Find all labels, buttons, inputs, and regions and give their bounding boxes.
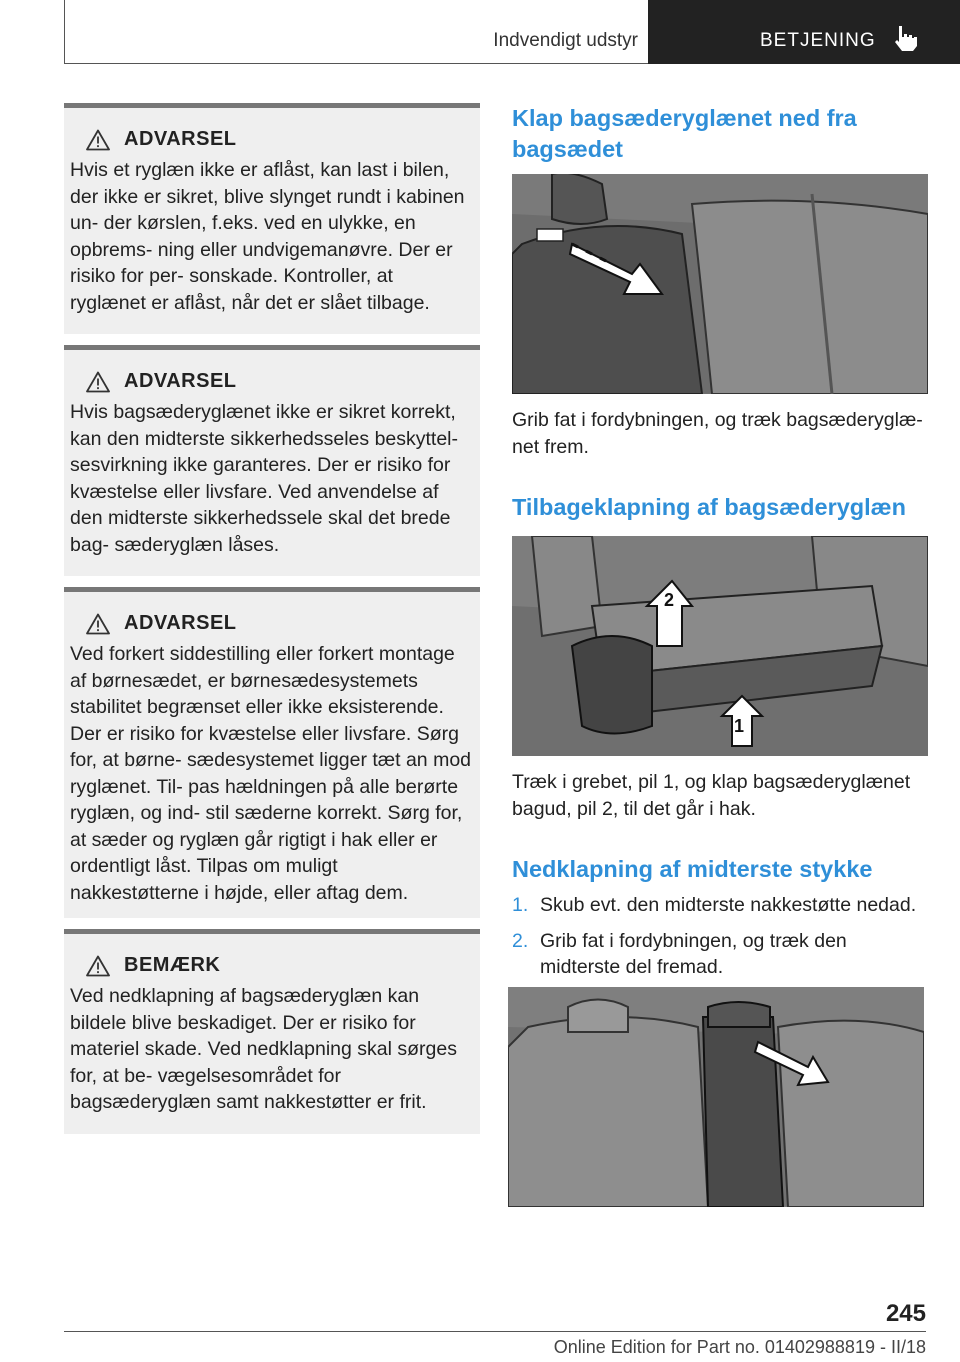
- warning-title: ADVARSEL: [124, 612, 237, 634]
- page-number: 245: [885, 1300, 926, 1327]
- arrow-1-label: 1: [734, 716, 745, 736]
- hand-pointer-icon: [893, 24, 919, 52]
- step-list: [512, 892, 932, 990]
- section-title: Indvendigt udstyr: [493, 30, 638, 51]
- warning-title: ADVARSEL: [124, 128, 237, 150]
- section-heading: Tilbageklapning af bagsæderyglæn: [512, 494, 906, 520]
- step-text: Grib fat i fordybningen, og træk den midterste del fremad.: [540, 929, 847, 978]
- footer-rule: [64, 1331, 926, 1332]
- arrow-2-label: 2: [664, 590, 675, 610]
- warning-triangle-icon: [86, 371, 110, 393]
- warning-box-2: [64, 345, 480, 576]
- list-item: [512, 928, 932, 981]
- warning-triangle-icon: [86, 129, 110, 151]
- header-rule-left: [64, 0, 65, 64]
- step-text: Skub evt. den midterste nakkestøtte nedad.: [540, 894, 917, 916]
- step-number: 2.: [512, 929, 529, 952]
- section-heading: Nedklapning af midterste stykke: [512, 856, 873, 882]
- edition-info: Online Edition for Part no. 01402988819 - II/18: [553, 1337, 926, 1357]
- notice-box: [64, 929, 480, 1134]
- figure-illustration: [512, 174, 928, 394]
- chapter-title: BETJENING: [760, 30, 876, 51]
- header-rule-bottom: [64, 63, 648, 64]
- warning-box-3: [64, 587, 480, 918]
- notice-text: Ved nedklapning af bagsæderyglæn kan bildele blive beskadiget. Der er risiko for materiel skade. Ved nedklapning skal sørges for, at be- vægelsesområdet for bagsæderyglæn samt nakkestøtter er frit.: [70, 985, 457, 1113]
- figure-seat-fold-forward: [512, 174, 928, 394]
- warning-box-1: [64, 103, 480, 334]
- warning-text: Hvis et ryglæn ikke er aflåst, kan last i bilen, der ikke er sikret, blive slynget rundt i kabinen un- der kørslen, f.eks. ved en ulykke, en opbrems- ning eller undvigemanøvre. Der er risiko for per- sonskade. Kontroller, at ryglænet er aflåst, når det er slået tilbage.: [70, 159, 465, 314]
- instruction-text: Træk i grebet, pil 1, og klap bagsæderyglænet bagud, pil 2, til det går i hak.: [512, 771, 911, 820]
- section-heading: Klap bagsæderyglænet ned fra bagsædet: [512, 105, 857, 162]
- list-item: [512, 892, 932, 919]
- warning-triangle-icon: [86, 613, 110, 635]
- warning-text: Hvis bagsæderyglænet ikke er sikret korrekt, kan den midterste sikkerhedsseles beskyttel- sesvirkning ikke garanteres. Der er risiko for kvæstelse eller livsfare. Ved anvendelse af den midterste sikkerhedssele skal det brede bag- sæderyglæn låses.: [70, 401, 459, 556]
- instruction-text: Grib fat i fordybningen, og træk bagsæderyglæ- net frem.: [512, 409, 923, 458]
- warning-text: Ved forkert siddestilling eller forkert montage af børnesædet, er børnesædesystemets stabilitet begrænset eller ikke eksisterende. Der er risiko for kvæstelse eller livsfare. Sørg for, at børne- sædesystemet ligger tæt an mod ryglænet. Til- pas hældningen på alle berørte ryglæn, og ind- stil sæderne korrekt. Sørg for, at sæder og ryglæn går rigtigt i hak eller er ordentligt låst. Tilpas om muligt nakkestøtterne i højde, eller aftag dem.: [70, 643, 472, 904]
- figure-illustration: [508, 987, 924, 1207]
- figure-seat-fold-back: [512, 536, 928, 756]
- warning-title: ADVARSEL: [124, 370, 237, 392]
- figure-middle-section: [508, 987, 924, 1207]
- warning-triangle-icon: [86, 955, 110, 977]
- figure-illustration: [512, 536, 928, 756]
- step-number: 1.: [512, 894, 529, 916]
- notice-title: BEMÆRK: [124, 954, 221, 976]
